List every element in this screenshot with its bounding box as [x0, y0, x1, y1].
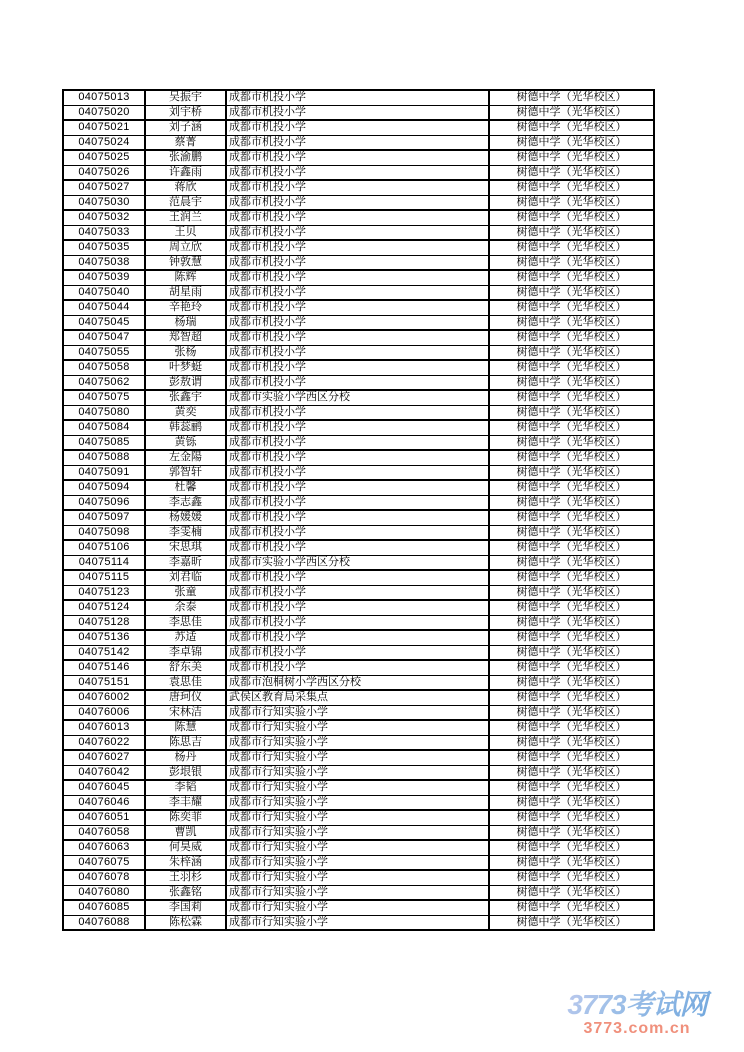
table-row [63, 300, 654, 315]
table-row [63, 225, 654, 240]
table-row [63, 750, 654, 765]
candidate-id-cell: 04075045 [63, 315, 145, 330]
watermark-site-domain: 3773.com.cn [583, 1020, 691, 1037]
middle-school-cell: 树德中学（光华校区） [489, 645, 654, 660]
middle-school-cell: 树德中学（光华校区） [489, 195, 654, 210]
primary-school-cell: 成都市机投小学 [226, 600, 489, 615]
table-row [63, 900, 654, 915]
primary-school-cell: 成都市行知实验小学 [226, 885, 489, 900]
candidate-id-cell: 04075096 [63, 495, 145, 510]
middle-school-cell: 树德中学（光华校区） [489, 270, 654, 285]
candidate-name-cell: 李雯楠 [145, 525, 226, 540]
primary-school-cell: 成都市机投小学 [226, 660, 489, 675]
candidate-name-cell: 李丰耀 [145, 795, 226, 810]
table-row [63, 675, 654, 690]
middle-school-cell: 树德中学（光华校区） [489, 300, 654, 315]
middle-school-cell: 树德中学（光华校区） [489, 690, 654, 705]
candidate-name-cell: 宋思琪 [145, 540, 226, 555]
primary-school-cell: 成都市行知实验小学 [226, 855, 489, 870]
candidate-id-cell: 04075136 [63, 630, 145, 645]
primary-school-cell: 成都市行知实验小学 [226, 840, 489, 855]
middle-school-cell: 树德中学（光华校区） [489, 540, 654, 555]
candidate-id-cell: 04076002 [63, 690, 145, 705]
middle-school-cell: 树德中学（光华校区） [489, 420, 654, 435]
middle-school-cell: 树德中学（光华校区） [489, 435, 654, 450]
candidate-name-cell: 钟敦慧 [145, 255, 226, 270]
candidate-id-cell: 04075035 [63, 240, 145, 255]
middle-school-cell: 树德中学（光华校区） [489, 480, 654, 495]
primary-school-cell: 成都市机投小学 [226, 615, 489, 630]
candidate-id-cell: 04075123 [63, 585, 145, 600]
candidate-id-cell: 04075038 [63, 255, 145, 270]
middle-school-cell: 树德中学（光华校区） [489, 105, 654, 120]
middle-school-cell: 树德中学（光华校区） [489, 630, 654, 645]
table-row [63, 270, 654, 285]
candidate-id-cell: 04075151 [63, 675, 145, 690]
candidate-name-cell: 辛艳玲 [145, 300, 226, 315]
middle-school-cell: 树德中学（光华校区） [489, 285, 654, 300]
primary-school-cell: 成都市机投小学 [226, 315, 489, 330]
primary-school-cell: 成都市机投小学 [226, 270, 489, 285]
primary-school-cell: 成都市机投小学 [226, 450, 489, 465]
primary-school-cell: 成都市机投小学 [226, 300, 489, 315]
primary-school-cell: 成都市泡桐树小学西区分校 [226, 675, 489, 690]
middle-school-cell: 树德中学（光华校区） [489, 825, 654, 840]
middle-school-cell: 树德中学（光华校区） [489, 495, 654, 510]
candidate-name-cell: 黄奕 [145, 405, 226, 420]
table-row [63, 285, 654, 300]
candidate-name-cell: 陈奕菲 [145, 810, 226, 825]
middle-school-cell: 树德中学（光华校区） [489, 165, 654, 180]
admission-table-body [63, 90, 654, 930]
candidate-id-cell: 04075047 [63, 330, 145, 345]
candidate-name-cell: 张杨 [145, 345, 226, 360]
candidate-id-cell: 04075085 [63, 435, 145, 450]
middle-school-cell: 树德中学（光华校区） [489, 885, 654, 900]
middle-school-cell: 树德中学（光华校区） [489, 315, 654, 330]
candidate-id-cell: 04075094 [63, 480, 145, 495]
middle-school-cell: 树德中学（光华校区） [489, 675, 654, 690]
primary-school-cell: 成都市机投小学 [226, 540, 489, 555]
primary-school-cell: 成都市机投小学 [226, 495, 489, 510]
middle-school-cell: 树德中学（光华校区） [489, 870, 654, 885]
table-row [63, 825, 654, 840]
primary-school-cell: 成都市机投小学 [226, 255, 489, 270]
table-row [63, 780, 654, 795]
table-row [63, 795, 654, 810]
middle-school-cell: 树德中学（光华校区） [489, 240, 654, 255]
table-row [63, 420, 654, 435]
primary-school-cell: 成都市行知实验小学 [226, 750, 489, 765]
middle-school-cell: 树德中学（光华校区） [489, 345, 654, 360]
table-row [63, 645, 654, 660]
middle-school-cell: 树德中学（光华校区） [489, 525, 654, 540]
primary-school-cell: 成都市机投小学 [226, 285, 489, 300]
candidate-id-cell: 04075058 [63, 360, 145, 375]
admission-list-table [62, 89, 655, 931]
table-row [63, 120, 654, 135]
middle-school-cell: 树德中学（光华校区） [489, 585, 654, 600]
table-row [63, 615, 654, 630]
middle-school-cell: 树德中学（光华校区） [489, 795, 654, 810]
candidate-name-cell: 张童 [145, 585, 226, 600]
candidate-name-cell: 宋林洁 [145, 705, 226, 720]
middle-school-cell: 树德中学（光华校区） [489, 810, 654, 825]
candidate-name-cell: 黄铄 [145, 435, 226, 450]
primary-school-cell: 成都市机投小学 [226, 225, 489, 240]
candidate-id-cell: 04076046 [63, 795, 145, 810]
candidate-name-cell: 杜馨 [145, 480, 226, 495]
middle-school-cell: 树德中学（光华校区） [489, 600, 654, 615]
candidate-id-cell: 04076022 [63, 735, 145, 750]
candidate-id-cell: 04075032 [63, 210, 145, 225]
candidate-name-cell: 杨丹 [145, 750, 226, 765]
candidate-id-cell: 04076006 [63, 705, 145, 720]
candidate-id-cell: 04075044 [63, 300, 145, 315]
middle-school-cell: 树德中学（光华校区） [489, 255, 654, 270]
candidate-name-cell: 朱梓涵 [145, 855, 226, 870]
candidate-name-cell: 张鑫宇 [145, 390, 226, 405]
middle-school-cell: 树德中学（光华校区） [489, 915, 654, 930]
table-row [63, 435, 654, 450]
candidate-id-cell: 04076051 [63, 810, 145, 825]
candidate-id-cell: 04075055 [63, 345, 145, 360]
primary-school-cell: 成都市机投小学 [226, 165, 489, 180]
candidate-name-cell: 叶梦蜓 [145, 360, 226, 375]
candidate-name-cell: 郭智轩 [145, 465, 226, 480]
middle-school-cell: 树德中学（光华校区） [489, 780, 654, 795]
primary-school-cell: 武侯区教育局采集点 [226, 690, 489, 705]
table-row [63, 630, 654, 645]
candidate-id-cell: 04075142 [63, 645, 145, 660]
candidate-id-cell: 04075025 [63, 150, 145, 165]
table-row [63, 150, 654, 165]
table-row [63, 90, 654, 105]
table-row [63, 360, 654, 375]
middle-school-cell: 树德中学（光华校区） [489, 750, 654, 765]
middle-school-cell: 树德中学（光华校区） [489, 90, 654, 105]
watermark [537, 990, 737, 1038]
primary-school-cell: 成都市机投小学 [226, 180, 489, 195]
middle-school-cell: 树德中学（光华校区） [489, 210, 654, 225]
candidate-id-cell: 04076080 [63, 885, 145, 900]
candidate-name-cell: 刘宇桥 [145, 105, 226, 120]
candidate-name-cell: 刘君临 [145, 570, 226, 585]
candidate-id-cell: 04075106 [63, 540, 145, 555]
middle-school-cell: 树德中学（光华校区） [489, 150, 654, 165]
primary-school-cell: 成都市机投小学 [226, 405, 489, 420]
primary-school-cell: 成都市行知实验小学 [226, 810, 489, 825]
candidate-name-cell: 袁思佳 [145, 675, 226, 690]
table-row [63, 450, 654, 465]
candidate-id-cell: 04075039 [63, 270, 145, 285]
primary-school-cell: 成都市机投小学 [226, 510, 489, 525]
candidate-name-cell: 李国莉 [145, 900, 226, 915]
primary-school-cell: 成都市行知实验小学 [226, 720, 489, 735]
candidate-id-cell: 04075024 [63, 135, 145, 150]
table-row [63, 465, 654, 480]
primary-school-cell: 成都市机投小学 [226, 375, 489, 390]
candidate-id-cell: 04075084 [63, 420, 145, 435]
candidate-name-cell: 杨瑞 [145, 315, 226, 330]
primary-school-cell: 成都市机投小学 [226, 90, 489, 105]
table-row [63, 405, 654, 420]
candidate-name-cell: 曹凯 [145, 825, 226, 840]
table-row [63, 195, 654, 210]
candidate-id-cell: 04075098 [63, 525, 145, 540]
table-row [63, 840, 654, 855]
table-row [63, 315, 654, 330]
candidate-name-cell: 郑智超 [145, 330, 226, 345]
table-row [63, 765, 654, 780]
candidate-id-cell: 04075013 [63, 90, 145, 105]
candidate-id-cell: 04076085 [63, 900, 145, 915]
candidate-name-cell: 李志鑫 [145, 495, 226, 510]
middle-school-cell: 树德中学（光华校区） [489, 855, 654, 870]
table-row [63, 585, 654, 600]
candidate-name-cell: 左金陽 [145, 450, 226, 465]
candidate-name-cell: 王羽杉 [145, 870, 226, 885]
primary-school-cell: 成都市机投小学 [226, 330, 489, 345]
primary-school-cell: 成都市行知实验小学 [226, 765, 489, 780]
middle-school-cell: 树德中学（光华校区） [489, 120, 654, 135]
primary-school-cell: 成都市机投小学 [226, 480, 489, 495]
middle-school-cell: 树德中学（光华校区） [489, 225, 654, 240]
candidate-id-cell: 04075088 [63, 450, 145, 465]
primary-school-cell: 成都市机投小学 [226, 150, 489, 165]
candidate-id-cell: 04076075 [63, 855, 145, 870]
candidate-id-cell: 04075146 [63, 660, 145, 675]
table-row [63, 345, 654, 360]
table-row [63, 555, 654, 570]
middle-school-cell: 树德中学（光华校区） [489, 360, 654, 375]
table-row [63, 480, 654, 495]
primary-school-cell: 成都市实验小学西区分校 [226, 555, 489, 570]
candidate-name-cell: 范晨宇 [145, 195, 226, 210]
table-row [63, 915, 654, 930]
candidate-id-cell: 04075021 [63, 120, 145, 135]
table-row [63, 600, 654, 615]
middle-school-cell: 树德中学（光华校区） [489, 900, 654, 915]
candidate-name-cell: 李卓锦 [145, 645, 226, 660]
middle-school-cell: 树德中学（光华校区） [489, 555, 654, 570]
candidate-name-cell: 舒东美 [145, 660, 226, 675]
candidate-name-cell: 李韬 [145, 780, 226, 795]
primary-school-cell: 成都市机投小学 [226, 585, 489, 600]
candidate-name-cell: 许鑫雨 [145, 165, 226, 180]
candidate-id-cell: 04075128 [63, 615, 145, 630]
primary-school-cell: 成都市机投小学 [226, 465, 489, 480]
table-row [63, 525, 654, 540]
candidate-name-cell: 吴振宇 [145, 90, 226, 105]
candidate-id-cell: 04075040 [63, 285, 145, 300]
table-row [63, 240, 654, 255]
candidate-name-cell: 李思佳 [145, 615, 226, 630]
primary-school-cell: 成都市实验小学西区分校 [226, 390, 489, 405]
table-row [63, 690, 654, 705]
candidate-id-cell: 04076088 [63, 915, 145, 930]
candidate-id-cell: 04075080 [63, 405, 145, 420]
candidate-id-cell: 04076045 [63, 780, 145, 795]
candidate-name-cell: 陈思吉 [145, 735, 226, 750]
middle-school-cell: 树德中学（光华校区） [489, 660, 654, 675]
middle-school-cell: 树德中学（光华校区） [489, 615, 654, 630]
candidate-name-cell: 张鑫铭 [145, 885, 226, 900]
candidate-id-cell: 04076063 [63, 840, 145, 855]
table-row [63, 210, 654, 225]
middle-school-cell: 树德中学（光华校区） [489, 390, 654, 405]
middle-school-cell: 树德中学（光华校区） [489, 135, 654, 150]
candidate-name-cell: 彭垠银 [145, 765, 226, 780]
candidate-name-cell: 李嘉昕 [145, 555, 226, 570]
table-row [63, 885, 654, 900]
candidate-id-cell: 04076042 [63, 765, 145, 780]
table-row [63, 855, 654, 870]
primary-school-cell: 成都市行知实验小学 [226, 900, 489, 915]
table-row [63, 180, 654, 195]
candidate-id-cell: 04075124 [63, 600, 145, 615]
primary-school-cell: 成都市机投小学 [226, 570, 489, 585]
table-row [63, 810, 654, 825]
primary-school-cell: 成都市机投小学 [226, 210, 489, 225]
primary-school-cell: 成都市机投小学 [226, 420, 489, 435]
candidate-name-cell: 何昊威 [145, 840, 226, 855]
middle-school-cell: 树德中学（光华校区） [489, 705, 654, 720]
candidate-name-cell: 杨媛媛 [145, 510, 226, 525]
candidate-id-cell: 04075075 [63, 390, 145, 405]
candidate-name-cell: 胡星雨 [145, 285, 226, 300]
middle-school-cell: 树德中学（光华校区） [489, 570, 654, 585]
primary-school-cell: 成都市机投小学 [226, 525, 489, 540]
primary-school-cell: 成都市机投小学 [226, 630, 489, 645]
middle-school-cell: 树德中学（光华校区） [489, 510, 654, 525]
candidate-id-cell: 04075020 [63, 105, 145, 120]
candidate-id-cell: 04075091 [63, 465, 145, 480]
candidate-name-cell: 唐珂仪 [145, 690, 226, 705]
candidate-id-cell: 04076078 [63, 870, 145, 885]
primary-school-cell: 成都市机投小学 [226, 120, 489, 135]
candidate-id-cell: 04075097 [63, 510, 145, 525]
middle-school-cell: 树德中学（光华校区） [489, 735, 654, 750]
table-row [63, 105, 654, 120]
table-row [63, 255, 654, 270]
table-row [63, 330, 654, 345]
middle-school-cell: 树德中学（光华校区） [489, 375, 654, 390]
candidate-name-cell: 王贝 [145, 225, 226, 240]
candidate-name-cell: 彭敖谓 [145, 375, 226, 390]
candidate-name-cell: 韩蕊鹂 [145, 420, 226, 435]
primary-school-cell: 成都市行知实验小学 [226, 870, 489, 885]
primary-school-cell: 成都市机投小学 [226, 360, 489, 375]
middle-school-cell: 树德中学（光华校区） [489, 840, 654, 855]
middle-school-cell: 树德中学（光华校区） [489, 465, 654, 480]
table-row [63, 870, 654, 885]
candidate-id-cell: 04076027 [63, 750, 145, 765]
candidate-name-cell: 陈辉 [145, 270, 226, 285]
table-row [63, 390, 654, 405]
primary-school-cell: 成都市行知实验小学 [226, 780, 489, 795]
candidate-name-cell: 张渝鹏 [145, 150, 226, 165]
candidate-id-cell: 04076058 [63, 825, 145, 840]
table-row [63, 540, 654, 555]
primary-school-cell: 成都市行知实验小学 [226, 735, 489, 750]
table-row [63, 510, 654, 525]
candidate-name-cell: 蔡菁 [145, 135, 226, 150]
candidate-id-cell: 04075030 [63, 195, 145, 210]
candidate-id-cell: 04075033 [63, 225, 145, 240]
watermark-site-name: 3773考试网 [537, 990, 737, 1020]
middle-school-cell: 树德中学（光华校区） [489, 720, 654, 735]
primary-school-cell: 成都市行知实验小学 [226, 915, 489, 930]
primary-school-cell: 成都市行知实验小学 [226, 825, 489, 840]
table-row [63, 660, 654, 675]
table-row [63, 495, 654, 510]
candidate-name-cell: 蒋欣 [145, 180, 226, 195]
candidate-id-cell: 04075026 [63, 165, 145, 180]
candidate-id-cell: 04075027 [63, 180, 145, 195]
candidate-name-cell: 苏适 [145, 630, 226, 645]
candidate-id-cell: 04075114 [63, 555, 145, 570]
table-row [63, 720, 654, 735]
primary-school-cell: 成都市机投小学 [226, 645, 489, 660]
middle-school-cell: 树德中学（光华校区） [489, 450, 654, 465]
primary-school-cell: 成都市机投小学 [226, 345, 489, 360]
primary-school-cell: 成都市机投小学 [226, 105, 489, 120]
candidate-name-cell: 陈慧 [145, 720, 226, 735]
candidate-name-cell: 刘子涵 [145, 120, 226, 135]
candidate-name-cell: 周立欣 [145, 240, 226, 255]
middle-school-cell: 树德中学（光华校区） [489, 405, 654, 420]
middle-school-cell: 树德中学（光华校区） [489, 765, 654, 780]
candidate-id-cell: 04075115 [63, 570, 145, 585]
table-row [63, 705, 654, 720]
primary-school-cell: 成都市机投小学 [226, 135, 489, 150]
candidate-id-cell: 04076013 [63, 720, 145, 735]
primary-school-cell: 成都市行知实验小学 [226, 795, 489, 810]
candidate-name-cell: 陈松霖 [145, 915, 226, 930]
candidate-id-cell: 04075062 [63, 375, 145, 390]
table-row [63, 135, 654, 150]
primary-school-cell: 成都市行知实验小学 [226, 705, 489, 720]
table-row [63, 570, 654, 585]
candidate-name-cell: 王润兰 [145, 210, 226, 225]
table-row [63, 375, 654, 390]
middle-school-cell: 树德中学（光华校区） [489, 180, 654, 195]
primary-school-cell: 成都市机投小学 [226, 195, 489, 210]
primary-school-cell: 成都市机投小学 [226, 435, 489, 450]
middle-school-cell: 树德中学（光华校区） [489, 330, 654, 345]
candidate-name-cell: 余泰 [145, 600, 226, 615]
primary-school-cell: 成都市机投小学 [226, 240, 489, 255]
table-row [63, 165, 654, 180]
table-row [63, 735, 654, 750]
